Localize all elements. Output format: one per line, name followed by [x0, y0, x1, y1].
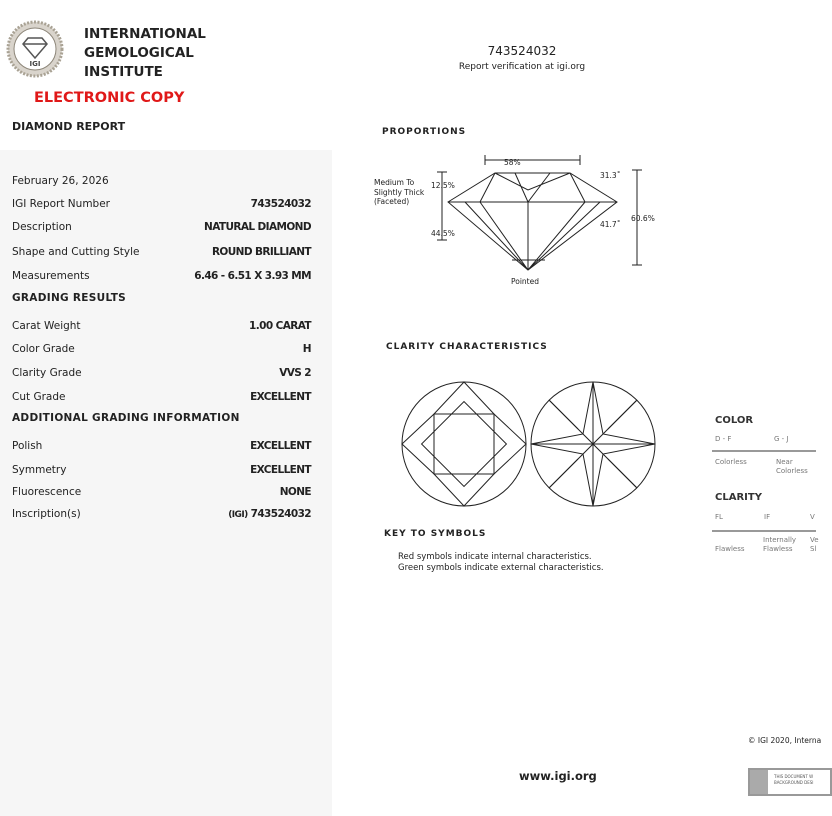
girdle-line: Medium To — [374, 178, 415, 187]
color-name-line: Near — [776, 458, 793, 466]
additional-info-heading: ADDITIONAL GRADING INFORMATION — [12, 412, 240, 424]
detail-row — [12, 221, 311, 233]
additional-row — [12, 440, 311, 452]
row-label: Clarity Grade — [12, 367, 82, 379]
clarity-name: Flawless — [715, 545, 745, 553]
row-value: 743524032 — [250, 198, 311, 210]
additional-row — [12, 486, 311, 498]
row-label: Measurements — [12, 270, 90, 282]
grading-row — [12, 367, 311, 379]
color-scale-heading: COLOR — [715, 415, 754, 426]
color-grade: G - J — [774, 435, 789, 443]
key-to-symbols-text — [398, 552, 604, 574]
additional-row — [12, 464, 311, 476]
grading-row — [12, 320, 311, 332]
detail-row — [12, 198, 311, 210]
report-number-header: 743524032 — [487, 44, 557, 58]
row-label: Color Grade — [12, 343, 75, 355]
electronic-copy-label: ELECTRONIC COPY — [34, 90, 185, 106]
report-date: February 26, 2026 — [12, 175, 109, 187]
table-percent: 58% — [504, 158, 521, 167]
clarity-grade: FL — [715, 513, 723, 521]
row-value: ROUND BRILLIANT — [211, 246, 311, 258]
security-notice — [748, 768, 832, 796]
igi-inscription-icon: (IGI) — [228, 510, 248, 520]
culet: Pointed — [511, 277, 539, 286]
key-to-symbols-heading: KEY TO SYMBOLS — [384, 529, 487, 539]
row-label: Inscription(s) — [12, 508, 81, 520]
key-line: Green symbols indicate external characteristics. — [398, 563, 604, 573]
pavilion-angle: 41.7˚ — [600, 220, 621, 229]
row-label: IGI Report Number — [12, 198, 110, 210]
clarity-name-line: Flawless — [763, 545, 793, 553]
clarity-grade: IF — [764, 513, 771, 521]
row-label: Symmetry — [12, 464, 67, 476]
row-value: NONE — [279, 486, 311, 498]
org-line: GEMOLOGICAL — [84, 45, 194, 61]
row-value: 1.00 CARAT — [249, 320, 311, 332]
row-label: Shape and Cutting Style — [12, 246, 140, 258]
clarity-name-line: Sl — [810, 545, 817, 553]
color-grade: D - F — [715, 435, 732, 443]
svg-text:IGI: IGI — [29, 60, 41, 68]
row-value: VVS 2 — [279, 367, 311, 379]
lock-document-icon — [750, 770, 768, 794]
row-label: Polish — [12, 440, 43, 452]
proportions-heading: PROPORTIONS — [382, 127, 467, 137]
row-label: Description — [12, 221, 72, 233]
clarity-grade: V — [810, 513, 815, 521]
report-type: DIAMOND REPORT — [12, 120, 126, 133]
row-value: H — [302, 343, 311, 355]
website-link[interactable]: www.igi.org — [519, 769, 597, 783]
row-label: Fluorescence — [12, 486, 82, 498]
key-line: Red symbols indicate internal characteristics. — [398, 552, 592, 562]
clarity-name-line: Ve — [810, 536, 819, 544]
row-value: EXCELLENT — [250, 464, 311, 476]
grading-results-heading: GRADING RESULTS — [12, 292, 127, 304]
color-name — [776, 458, 808, 476]
detail-row — [12, 246, 311, 258]
clarity-plot-diagram — [400, 380, 660, 508]
girdle-line: (Faceted) — [374, 197, 410, 206]
row-value — [228, 508, 311, 520]
crown-height: 12.5% — [431, 181, 455, 190]
proportions-diagram — [370, 150, 670, 290]
pavilion-depth: 44.5% — [431, 229, 455, 238]
clarity-name-line: Internally — [763, 536, 797, 544]
crown-angle: 31.3˚ — [600, 171, 621, 180]
additional-row — [12, 508, 311, 520]
organization-name — [84, 25, 206, 82]
color-name: Colorless — [715, 458, 747, 466]
clarity-scale-heading: CLARITY — [715, 492, 762, 503]
row-value: NATURAL DIAMOND — [204, 221, 311, 233]
inscription-number: 743524032 — [250, 508, 311, 520]
clarity-scale-bar — [712, 530, 816, 532]
detail-row — [12, 270, 311, 282]
org-line: INTERNATIONAL — [84, 26, 206, 42]
grading-row — [12, 391, 311, 403]
row-value: EXCELLENT — [250, 391, 311, 403]
row-value: EXCELLENT — [250, 440, 311, 452]
notice-line: BACKGROUND DESI — [774, 780, 814, 785]
color-scale-bar — [712, 450, 816, 452]
color-name-line: Colorless — [776, 467, 808, 475]
pavilion-view — [531, 382, 655, 506]
grading-row — [12, 343, 311, 355]
total-depth: 60.6% — [631, 214, 655, 223]
row-value: 6.46 - 6.51 X 3.93 MM — [194, 270, 311, 282]
row-label: Cut Grade — [12, 391, 66, 403]
verification-text: Report verification at igi.org — [458, 62, 586, 72]
clarity-characteristics-heading: CLARITY CHARACTERISTICS — [386, 342, 548, 352]
clarity-name — [763, 536, 796, 554]
copyright: © IGI 2020, Interna — [748, 736, 822, 745]
row-label: Carat Weight — [12, 320, 81, 332]
notice-line: THIS DOCUMENT W — [774, 774, 814, 779]
org-line: INSTITUTE — [84, 64, 163, 80]
notice-text — [774, 774, 813, 786]
crown-view — [402, 382, 526, 506]
igi-seal-logo — [6, 20, 64, 78]
clarity-name — [810, 536, 819, 554]
girdle-thickness — [374, 178, 424, 207]
girdle-line: Slightly Thick — [374, 187, 425, 197]
